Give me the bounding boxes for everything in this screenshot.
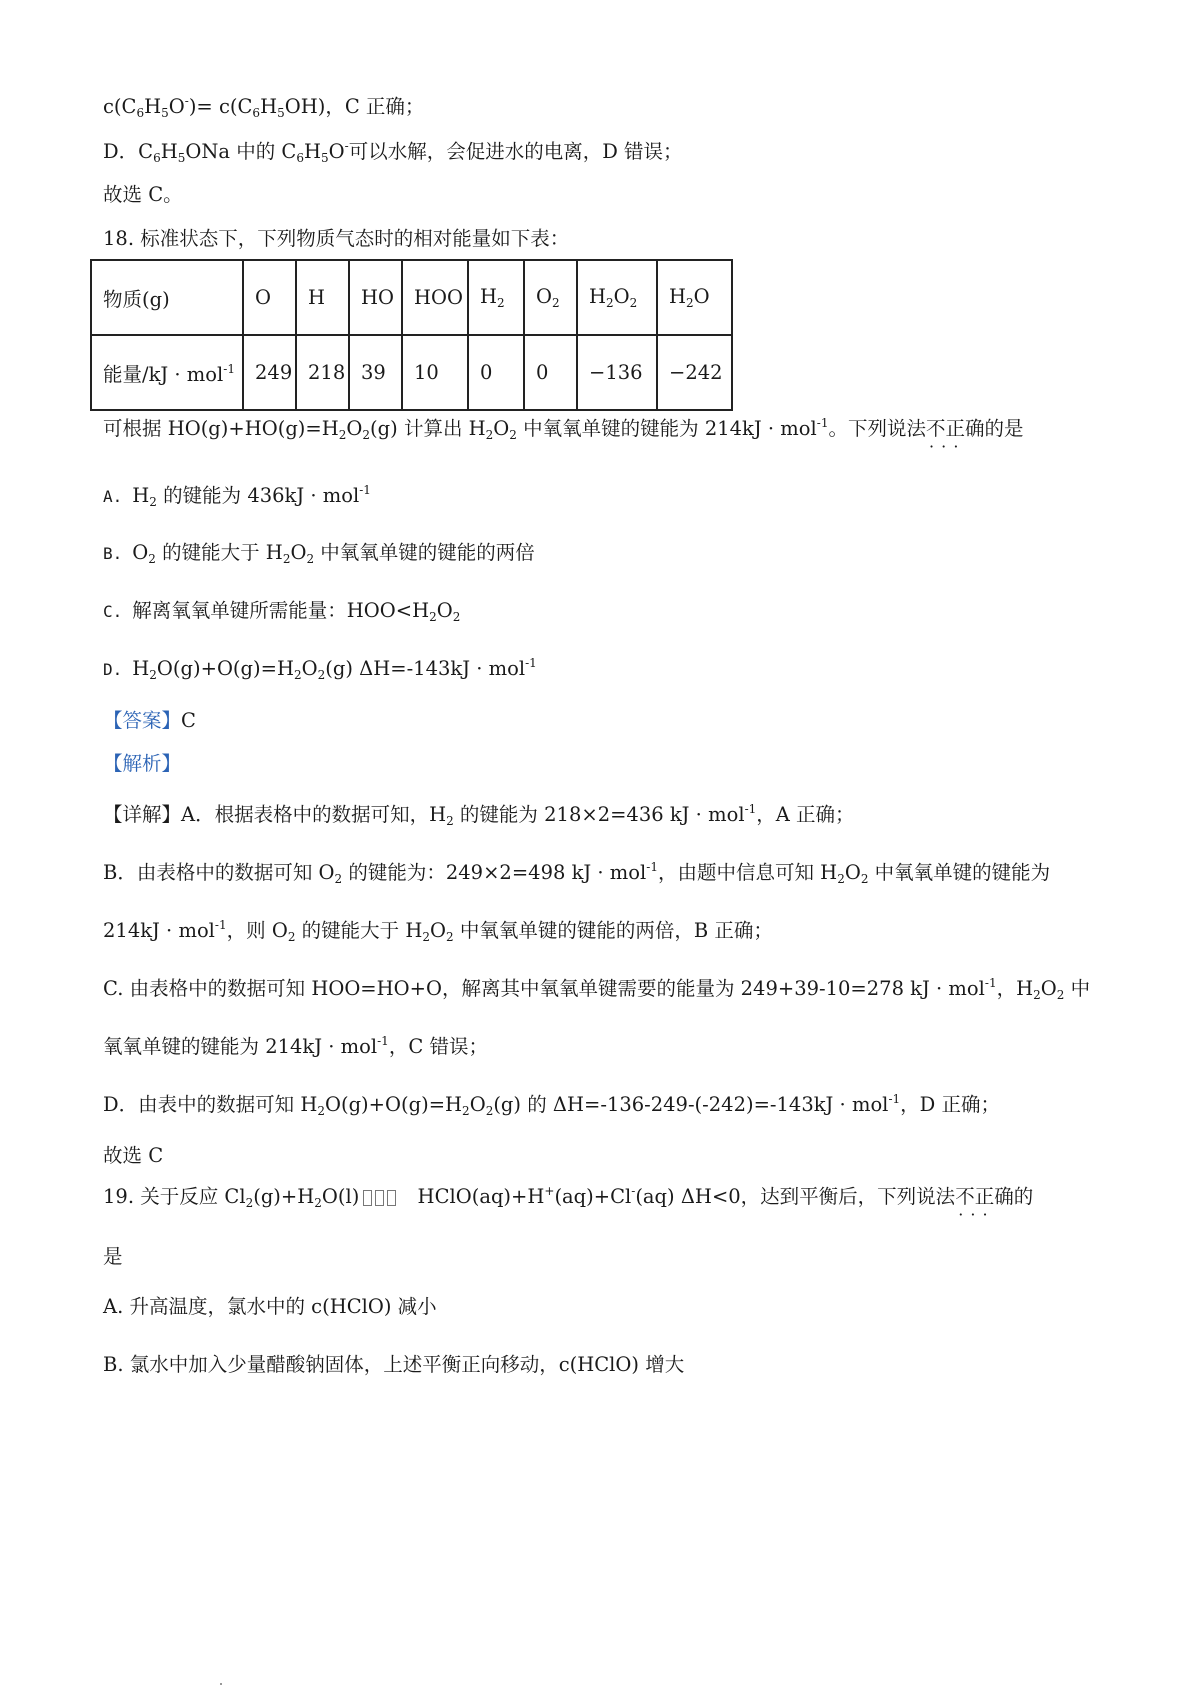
table-header-cell: 物质(g): [91, 260, 243, 335]
prev-line-c: $c(C_6H_5O^-)= c(C_6H_5OH)$，C 正确；: [103, 94, 425, 120]
detail-line-c2: 氧氧单键的键能为 214kJ · mol$^{-1}$，C 错误；: [103, 1034, 488, 1058]
answer-value: C: [181, 709, 196, 732]
q18-option-d[interactable]: D. $H_2O(g)+O(g)=H_2O_2(g) \Delta H=-143kJ \cdot mol^{-1}$: [103, 656, 537, 682]
detail-line-b1: B．由表格中的数据可知 $O_2$ 的键能为：249×2=498 kJ · mol$^{-1}$，由题中信息可知 $H_2O_2$ 中氧氧单键的键能为: [103, 860, 1051, 886]
q18-option-b[interactable]: B. $O_2$ 的键能大于 $H_2O_2$ 中氧氧单键的键能的两倍: [103, 541, 535, 566]
energy-table: [90, 259, 733, 411]
table-cell: 249: [243, 335, 296, 410]
table-row-species: [91, 260, 732, 335]
q19-stem-cont: 是: [103, 1245, 123, 1268]
q19-option-b[interactable]: B. 氯水中加入少量醋酸钠固体，上述平衡正向移动，c(HClO) 增大: [103, 1353, 685, 1376]
prev-choice: 故选 C。: [103, 183, 183, 206]
table-cell: 218: [296, 335, 349, 410]
table-cell: $O_2$: [524, 260, 577, 335]
q18-option-c[interactable]: C. 解离氧氧单键所需能量：$HOO<H_2O_2$: [103, 599, 461, 624]
detail-line-c1: C. 由表格中的数据可知 HOO=HO+O，解离其中氧氧单键需要的能量为 249+39-10=278 kJ · mol$^{-1}$，$H_2O_2$ 中: [103, 976, 1091, 1002]
detail-line-a: 【详解】A．根据表格中的数据可知，$H_2$ 的键能为 218×2=436 kJ · mol$^{-1}$，A 正确；: [103, 802, 855, 828]
q18-stem-2: 可根据 $HO(g)+HO(g)=H_2O_2(g)$ 计算出 $H_2O_2$ 中氧氧单键的键能为 214kJ · mol$^{-1}$。下列说法不正确 · · ·的是: [103, 419, 1024, 439]
detail-line-d: D．由表中的数据可知 $H_2O(g)+O(g)=H_2O_2(g)$ 的 ΔH=-136-249-(-242)=-143kJ · mol$^{-1}$，D 正确；: [103, 1092, 1000, 1118]
detail-choice: 故选 C: [103, 1144, 164, 1167]
emphasis-text: 不正确 · · ·: [955, 1185, 1014, 1208]
q19-stem: 19. 关于反应 $Cl_2(g)+H_2O(l)$ HClO(aq)+H+(aq)+Cl-(aq) ΔH<0，达到平衡后，下列说法不正确 · · ·的: [103, 1187, 1033, 1210]
q18-stem: 18. 标准状态下，下列物质气态时的相对能量如下表：: [103, 227, 570, 250]
equilibrium-arrow-icon: [363, 1190, 407, 1210]
table-cell: $H_2O_2$: [577, 260, 657, 335]
table-header-cell: 能量/kJ · mol$^{-1}$: [91, 335, 243, 410]
q18-option-a[interactable]: A. $H_2$ 的键能为 436kJ · mol$^{-1}$: [103, 483, 371, 509]
answer-label: 【答案】: [103, 709, 182, 732]
detail-line-b2: 214kJ · mol$^{-1}$，则 $O_2$ 的键能大于 $H_2O_2$ 中氧氧单键的键能的两倍，B 正确；: [103, 918, 773, 944]
q18-answer: [103, 711, 196, 731]
table-cell: −136: [577, 335, 657, 410]
table-cell: H: [296, 260, 349, 335]
table-cell: O: [243, 260, 296, 335]
analysis-label: 【解析】: [103, 752, 182, 775]
footer-mark: [220, 1683, 222, 1685]
table-cell: $H_2O$: [657, 260, 732, 335]
prev-line-d: D．$C_6H_5ONa$ 中的 $C_6H_5O^-$可以水解，会促进水的电离，D 错误；: [103, 139, 683, 165]
table-cell: HO: [349, 260, 402, 335]
table-cell: 0: [524, 335, 577, 410]
table-cell: −242: [657, 335, 732, 410]
table-cell: 10: [402, 335, 468, 410]
emphasis-text: 不正确 · · ·: [926, 417, 985, 440]
table-cell: $H_2$: [468, 260, 524, 335]
table-row-energy: [91, 335, 732, 410]
table-cell: 39: [349, 335, 402, 410]
table-cell: HOO: [402, 260, 468, 335]
table-cell: 0: [468, 335, 524, 410]
q19-option-a[interactable]: A. 升高温度，氯水中的 c(HClO) 减小: [103, 1295, 437, 1318]
